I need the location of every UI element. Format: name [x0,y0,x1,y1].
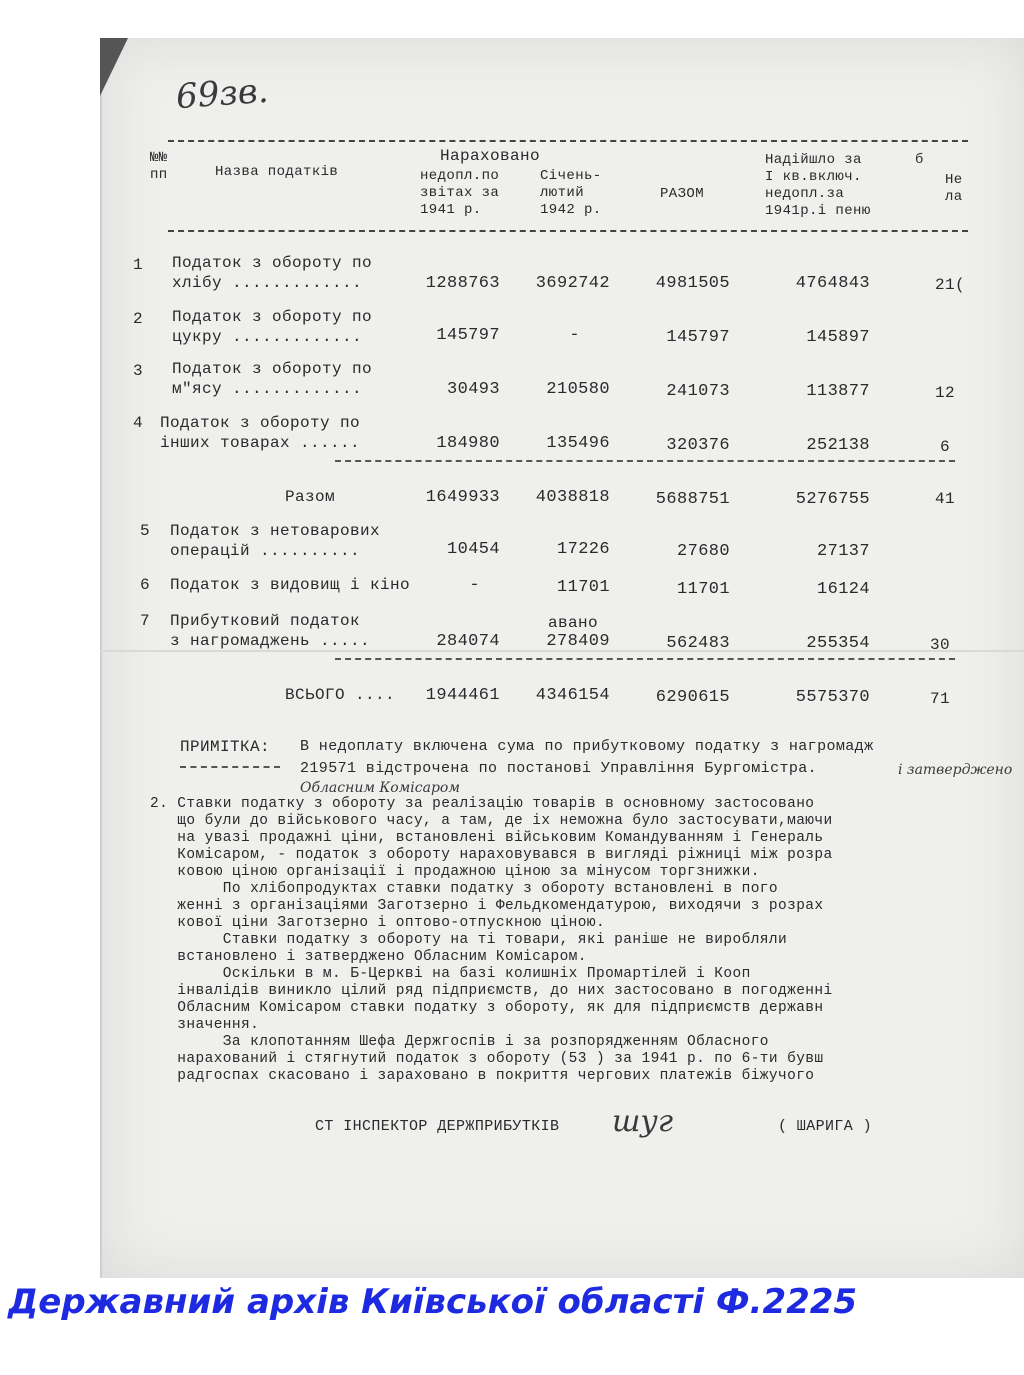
header-bottom-rule [168,230,968,232]
row-name-cont: м"ясу ............. [172,380,363,398]
row-name: Податок з обороту по [172,360,373,378]
cell-total: 562483 [666,634,730,653]
row-number: 6 [140,576,151,594]
paragraph-line: на увазі продажні ціни, встановлені військовим Командуванням і Генераль [150,830,824,846]
cell-jan-feb: 210580 [546,380,610,399]
cell-cut: 12 [935,384,956,402]
paragraph-line: нарахований і стягнутий податок з обороту (53 ) за 1941 р. по 6-ти бувш [150,1051,824,1067]
header-col2: Січень- лютий 1942 р. [540,168,602,218]
row-name-cont: цукру ............. [172,328,363,346]
row-number: 7 [140,612,151,630]
cell-cut: 21( [935,276,966,294]
cell-arrears: 10454 [446,540,500,559]
signature-mark: шуг [612,1104,673,1139]
cell-arrears: 284074 [436,632,500,651]
paragraph-line: За клопотанням Шефа Держгоспів і за розпорядженням Обласного [150,1034,769,1050]
row-number: 2 [133,310,144,328]
cell-cut: 6 [940,438,951,456]
cell-jan-feb: - [569,326,580,345]
paragraph-line: По хлібопродуктах ставки податку з обороту встановлені в пого [150,881,778,897]
row-name: Податок з обороту по [172,254,373,272]
cell-total: 6290615 [655,688,730,707]
paragraph-line: Ставки податку з обороту на ті товари, які раніше не виробляли [150,932,788,948]
cell-note: авано [548,614,599,632]
row-number: 4 [133,414,144,432]
cell-arrears: 30493 [446,380,500,399]
cell-arrears: - [469,576,480,595]
cell-arrears: 1288763 [425,274,500,293]
cell-jan-feb: 11701 [556,578,610,597]
subtotal-rule [335,460,955,462]
cell-jan-feb: 4038818 [535,488,610,507]
paragraph-line: женні з організаціями Заготзерно і Фельдкомендатурою, виходячи з розрах [150,898,824,914]
cell-jan-feb: 3692742 [535,274,610,293]
sheet-number: 69зв. [174,70,270,118]
row-name-cont: інших товарах ...... [160,434,361,452]
grand-total-label: ВСЬОГО .... [285,686,396,704]
archive-caption: Державний архів Київської області Ф.2225 [8,1282,858,1322]
note-line-1: В недоплату включена сума по прибутковому податку з нагромадж [300,738,874,755]
paragraph-line: ковою ціною організації і продажною ціною за мінусом торгзнижки. [150,864,760,880]
cell-total: 241073 [666,382,730,401]
row-number: 1 [133,256,144,274]
cell-total: 4981505 [655,274,730,293]
cell-received: 4764843 [795,274,870,293]
paragraph-line: кової ціни Заготзерно і оптово-отпускною ціною. [150,915,606,931]
cell-total: 5688751 [655,490,730,509]
cell-arrears: 184980 [436,434,500,453]
paragraph-line: що були до військового часу, а там, де іх неможна було застосувати,маючи [150,813,833,829]
header-col6: б [915,152,924,168]
row-name-cont: з нагромаджень ..... [170,632,371,650]
cell-jan-feb: 135496 [546,434,610,453]
cell-total: 320376 [666,436,730,455]
subtotal-label: Разом [285,488,336,506]
paragraph-line: Оскільки в м. Б-Церкві на базі колишніх Промартілей і Кооп [150,966,751,982]
paragraph-line: Комісаром, - податок з обороту нараховувався в вигляді ріжниці між розра [150,847,833,863]
cell-jan-feb: 4346154 [535,686,610,705]
cell-jan-feb: 17226 [556,540,610,559]
row-name: Податок з обороту по [160,414,361,432]
row-number: 5 [140,522,151,540]
cell-cut: 71 [930,690,951,708]
cell-received: 145897 [806,328,870,347]
header-total: РАЗОМ [660,186,705,202]
row-name: Податок з видовищ і кіно [170,576,411,594]
row-name-cont: операцій .......... [170,542,361,560]
paragraph-line: інвалідів виникло цілий ряд підприємств, до них застосовано в погодженні [150,983,833,999]
row-name: Податок з нетоварових [170,522,381,540]
header-received: Надійшло за I кв.включ. недопл.за 1941р.і пеню [765,152,871,219]
header-col1: недопл.по звітах за 1941 р. [420,168,500,218]
cell-total: 11701 [676,580,730,599]
total-rule [335,658,955,660]
cell-received: 5276755 [795,490,870,509]
paragraph-line: значення. [150,1017,260,1033]
cell-received: 16124 [816,580,870,599]
header-num: №№ пп [150,150,168,183]
header-col-last: Не ла [945,172,963,205]
signature-title: СТ ІНСПЕКТОР ДЕРЖПРИБУТКІВ [315,1118,560,1135]
cell-arrears: 1649933 [425,488,500,507]
row-name: Прибутковий податок [170,612,361,630]
note-label: ПРИМІТКА: [180,738,271,756]
paragraph-line: 2. Ставки податку з обороту за реалізацію товарів в основному застосовано [150,796,815,812]
cell-total: 27680 [676,542,730,561]
paragraph-line: встановлено і затверджено Обласним Комісаром. [150,949,587,965]
cell-cut: 41 [935,490,956,508]
cell-arrears: 1944461 [425,686,500,705]
row-number: 3 [133,362,144,380]
cell-received: 255354 [806,634,870,653]
note-underline [180,766,280,768]
sheet-corner-shadow [100,38,128,96]
signature-name: ( ШАРИГА ) [778,1118,873,1135]
cell-received: 252138 [806,436,870,455]
note-handwritten-2: Обласним Комісаром [300,780,460,796]
header-accrued: Нараховано [440,147,541,165]
cell-received: 27137 [816,542,870,561]
cell-jan-feb: 278409 [546,632,610,651]
cell-received: 5575370 [795,688,870,707]
cell-received: 113877 [806,382,870,401]
paragraph-line: Обласним Комісаром ставки податку з обороту, як для підприємств державн [150,1000,824,1016]
cell-arrears: 145797 [436,326,500,345]
note-line-2: 219571 відстрочена по постанові Управління Бургомістра. [300,760,818,777]
row-name: Податок з обороту по [172,308,373,326]
paragraph-line: радгоспах скасовано і зараховано в покриття чергових платежів біжучого [150,1068,815,1084]
cell-cut: 30 [930,636,951,654]
cell-total: 145797 [666,328,730,347]
header-name: Назва податків [215,164,339,180]
row-name-cont: хлібу ............. [172,274,363,292]
header-top-rule [168,140,968,142]
note-handwritten-1: і затверджено [898,762,1013,778]
